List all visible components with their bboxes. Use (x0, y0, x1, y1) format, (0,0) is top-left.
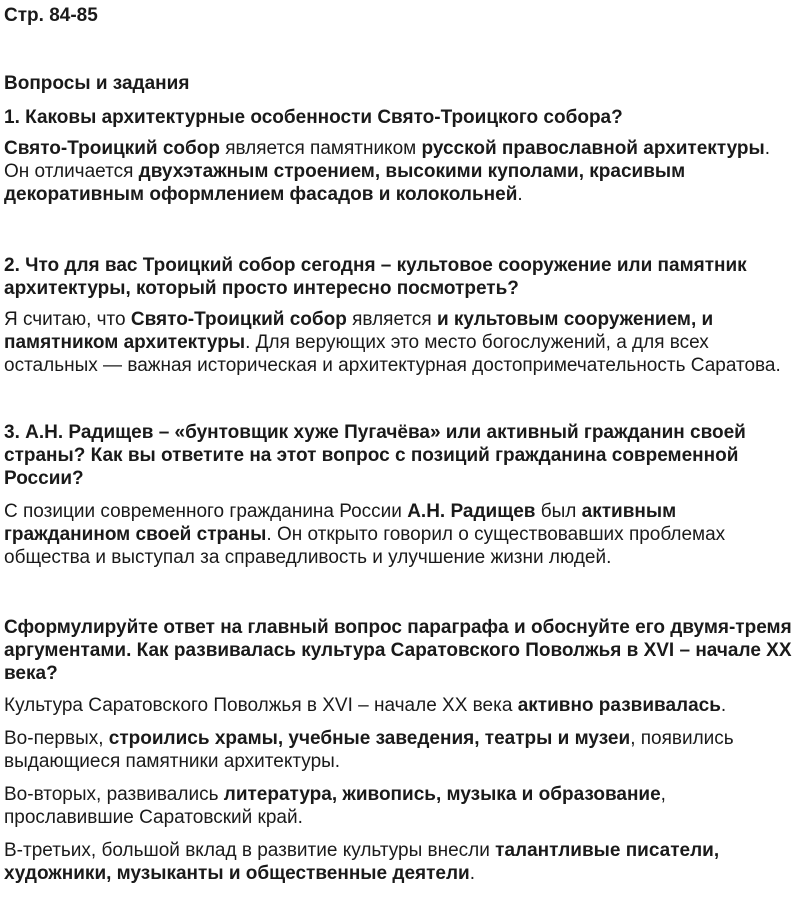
text-run: . Для верующих это место богослужений, а для всех остальных — важная историческая и архитектурная достопримечательность Саратова. (4, 332, 781, 376)
text-run: . Он открыто говорил о существовавших проблемах общества и выступал за справедливость и улучшение жизни людей. (4, 524, 726, 568)
text-run: является памятником (219, 138, 422, 159)
text-run: был (535, 501, 582, 522)
text-run: Во-первых, (4, 728, 109, 749)
bold-text-run: талантливые писатели, художники, музыканты и общественные деятели (4, 840, 720, 884)
main-answer-summary (4, 694, 792, 717)
text-run: Я считаю, что (4, 309, 131, 330)
text-run: . (469, 863, 475, 884)
page-reference: Стр. 84-85 (4, 5, 98, 26)
section-title: Вопросы и задания (4, 73, 190, 94)
bold-text-run: двухэтажным строением, высокими куполами, красивым декоративным оформлением фасадов и колокольней (4, 161, 686, 205)
main-question: Сформулируйте ответ на главный вопрос параграфа и обоснуйте его двумя-тремя аргументами. Как развивалась культура Саратовского Поволжья в XVI – начале XX века? (4, 617, 792, 684)
text-run: , прославившие Саратовский край. (4, 784, 666, 828)
bold-text-run: активным гражданином своей страны (4, 501, 677, 545)
text-run: является (346, 309, 437, 330)
bold-text-run: Свято-Троицкий собор (130, 309, 347, 330)
text-run: . (517, 184, 523, 205)
main-answer-argument-1 (4, 727, 792, 773)
question-1: 1. Каковы архитектурные особенности Свято-Троицкого собора? (4, 107, 623, 128)
bold-text-run: Свято-Троицкий собор (4, 138, 220, 159)
answer-3 (4, 500, 792, 569)
text-run: С позиции современного гражданина России (4, 501, 408, 522)
answer-2 (4, 308, 792, 377)
main-answer-argument-2 (4, 783, 792, 829)
bold-text-run: и культовым сооружением, и памятником архитектуры (4, 309, 714, 353)
bold-text-run: активно развивалась (517, 695, 721, 716)
text-run: , появились выдающиеся памятники архитектуры. (4, 728, 734, 772)
text-run: Во-вторых, развивались (4, 784, 224, 805)
text-run: Культура Саратовского Поволжья в XVI – начале XX века (4, 695, 518, 716)
text-run: . (720, 695, 727, 716)
bold-text-run: строились храмы, учебные заведения, театры и музеи (108, 728, 631, 749)
question-3: 3. А.Н. Радищев – «бунтовщик хуже Пугачёва» или активный гражданин своей страны? Как вы ответите на этот вопрос с позиций гражданина современной России? (4, 422, 746, 489)
text-run: В-третьих, большой вклад в развитие культуры внесли (4, 840, 496, 861)
main-answer-argument-3 (4, 839, 792, 885)
bold-text-run: А.Н. Радищев (407, 501, 536, 522)
question-2: 2. Что для вас Троицкий собор сегодня – культовое сооружение или памятник архитектуры, который просто интересно посмотреть? (4, 255, 747, 299)
answer-1 (4, 137, 792, 206)
bold-text-run: русской православной архитектуры (421, 138, 765, 159)
bold-text-run: литература, живопись, музыка и образование (223, 784, 661, 805)
text-run: . Он отличается (4, 138, 771, 182)
